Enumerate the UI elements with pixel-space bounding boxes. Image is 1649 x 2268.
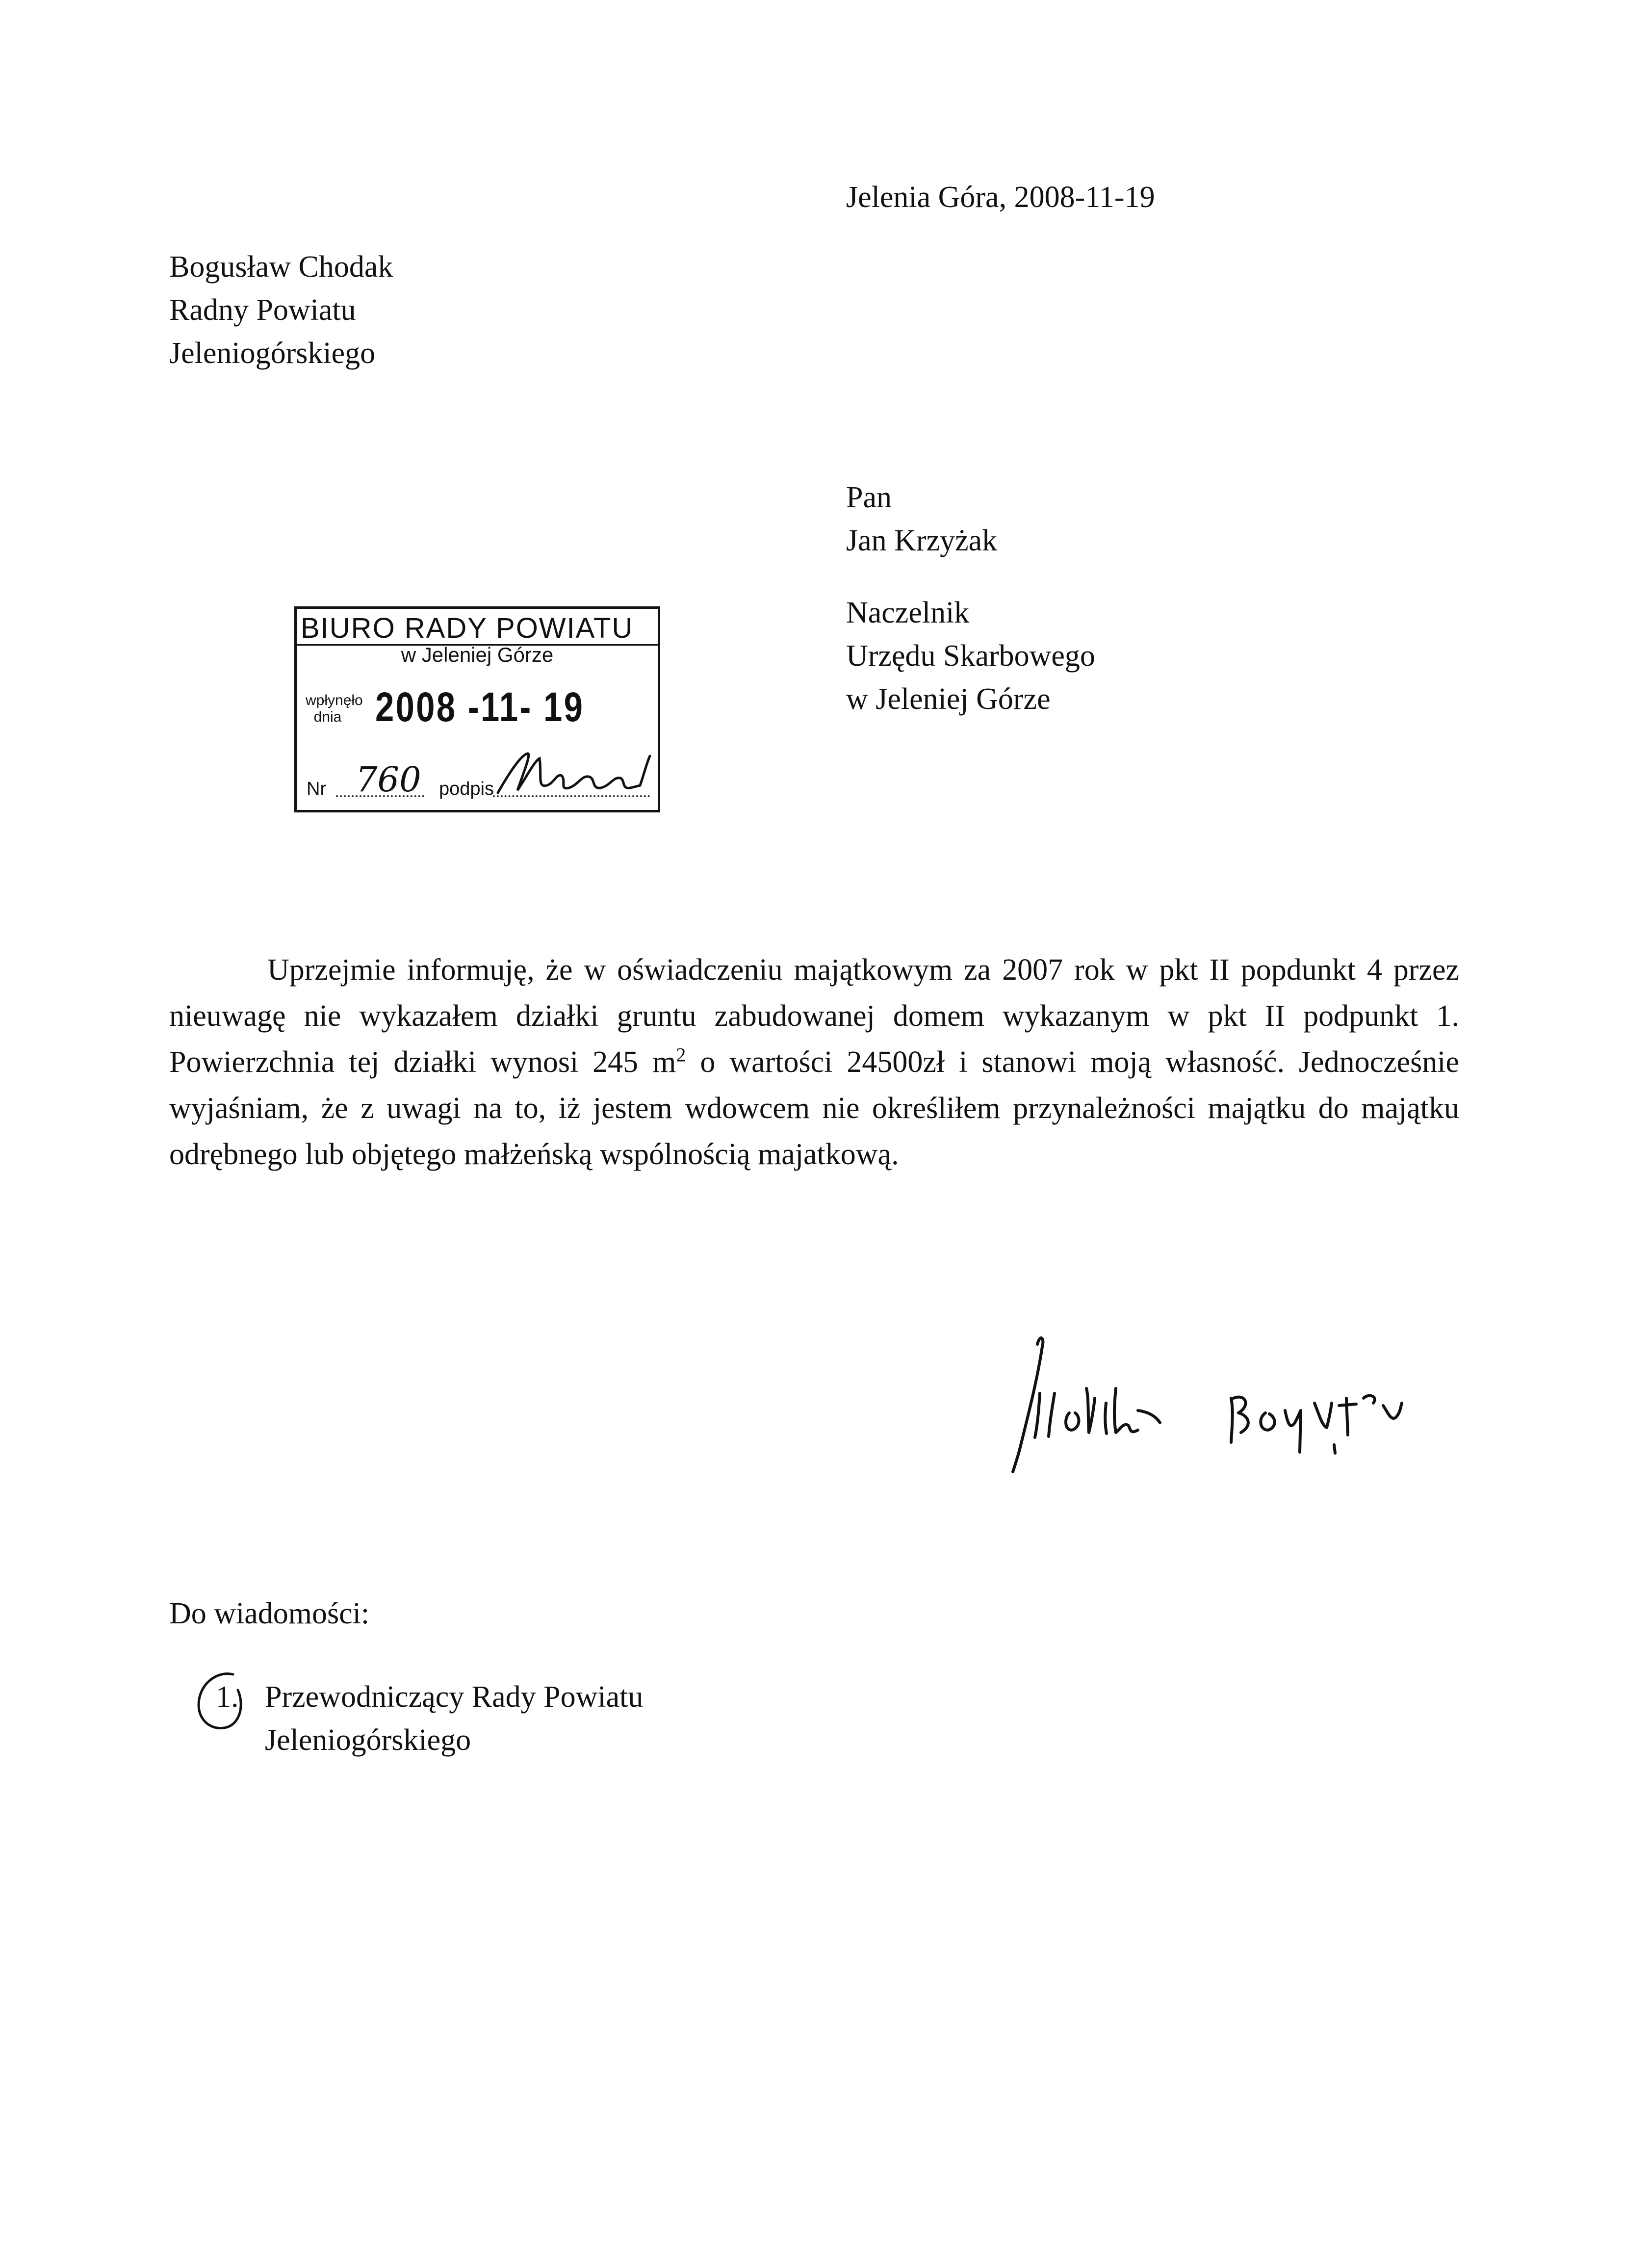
stamp-received-label	[306, 692, 363, 726]
recipient-salutation: Pan	[846, 481, 892, 514]
stamp-nr-label: Nr	[307, 779, 327, 799]
handwritten-signature	[991, 1325, 1457, 1486]
recipient-office-line2: w Jeleniej Górze	[846, 682, 1051, 716]
recipient-title: Naczelnik	[846, 596, 970, 629]
sender-district: Jeleniogórskiego	[169, 337, 376, 370]
stamp-received-date: 2008 -11- 19	[375, 684, 585, 730]
area-unit-superscript: 2	[676, 1043, 686, 1066]
stamp-sign-label: podpis	[439, 779, 494, 799]
body-text-part-2: o wartości 24500zł i stanowi moją własność. Jednocześnie wyjaśniam, że z uwagi na to, iż jestem wdowcem nie określiłem przynależności majątku do majątku odrębnego lub objętego małżeńską wspólnością majatkową.	[169, 1045, 1460, 1171]
recipient-block	[846, 476, 997, 562]
sender-block	[169, 245, 393, 375]
stamp-received-label-1: wpłynęło	[306, 692, 363, 708]
stamp-received-label-2: dnia	[313, 709, 342, 725]
recipient-office-line1: Urzędu Skarbowego	[846, 639, 1095, 673]
stamp-handwritten-initials	[493, 746, 660, 805]
sender-role: Radny Powiatu	[169, 293, 356, 327]
letter-body-paragraph	[169, 947, 1459, 1177]
received-stamp	[294, 606, 660, 812]
body-text-part-1: Uprzejmie informuję, że w oświadczeniu majątkowym za 2007 rok w pkt II popdunkt 4 przez nieuwagę nie wykazałem działki gruntu zabudowanej domem wykazanym w pkt II podpunkt 1. Powierzchnia tej działki wynosi 245 m	[169, 953, 1459, 1079]
cc-item-number: 1.	[216, 1680, 239, 1714]
cc-item-line1: Przewodniczący Rady Powiatu	[265, 1680, 644, 1714]
cc-item-line2: Jeleniogórskiego	[265, 1723, 471, 1757]
sender-name: Bogusław Chodak	[169, 250, 393, 284]
stamp-subtitle: w Jeleniej Górze	[401, 643, 554, 666]
recipient-name: Jan Krzyżak	[846, 524, 998, 557]
cc-label: Do wiadomości:	[169, 1597, 370, 1630]
place-date: Jelenia Góra, 2008-11-19	[846, 181, 1155, 214]
cc-item-text	[265, 1675, 643, 1762]
stamp-nr-value: 760	[356, 759, 421, 800]
stamp-title: BIURO RADY POWIATU	[297, 613, 658, 646]
recipient-office-block	[846, 591, 1095, 721]
